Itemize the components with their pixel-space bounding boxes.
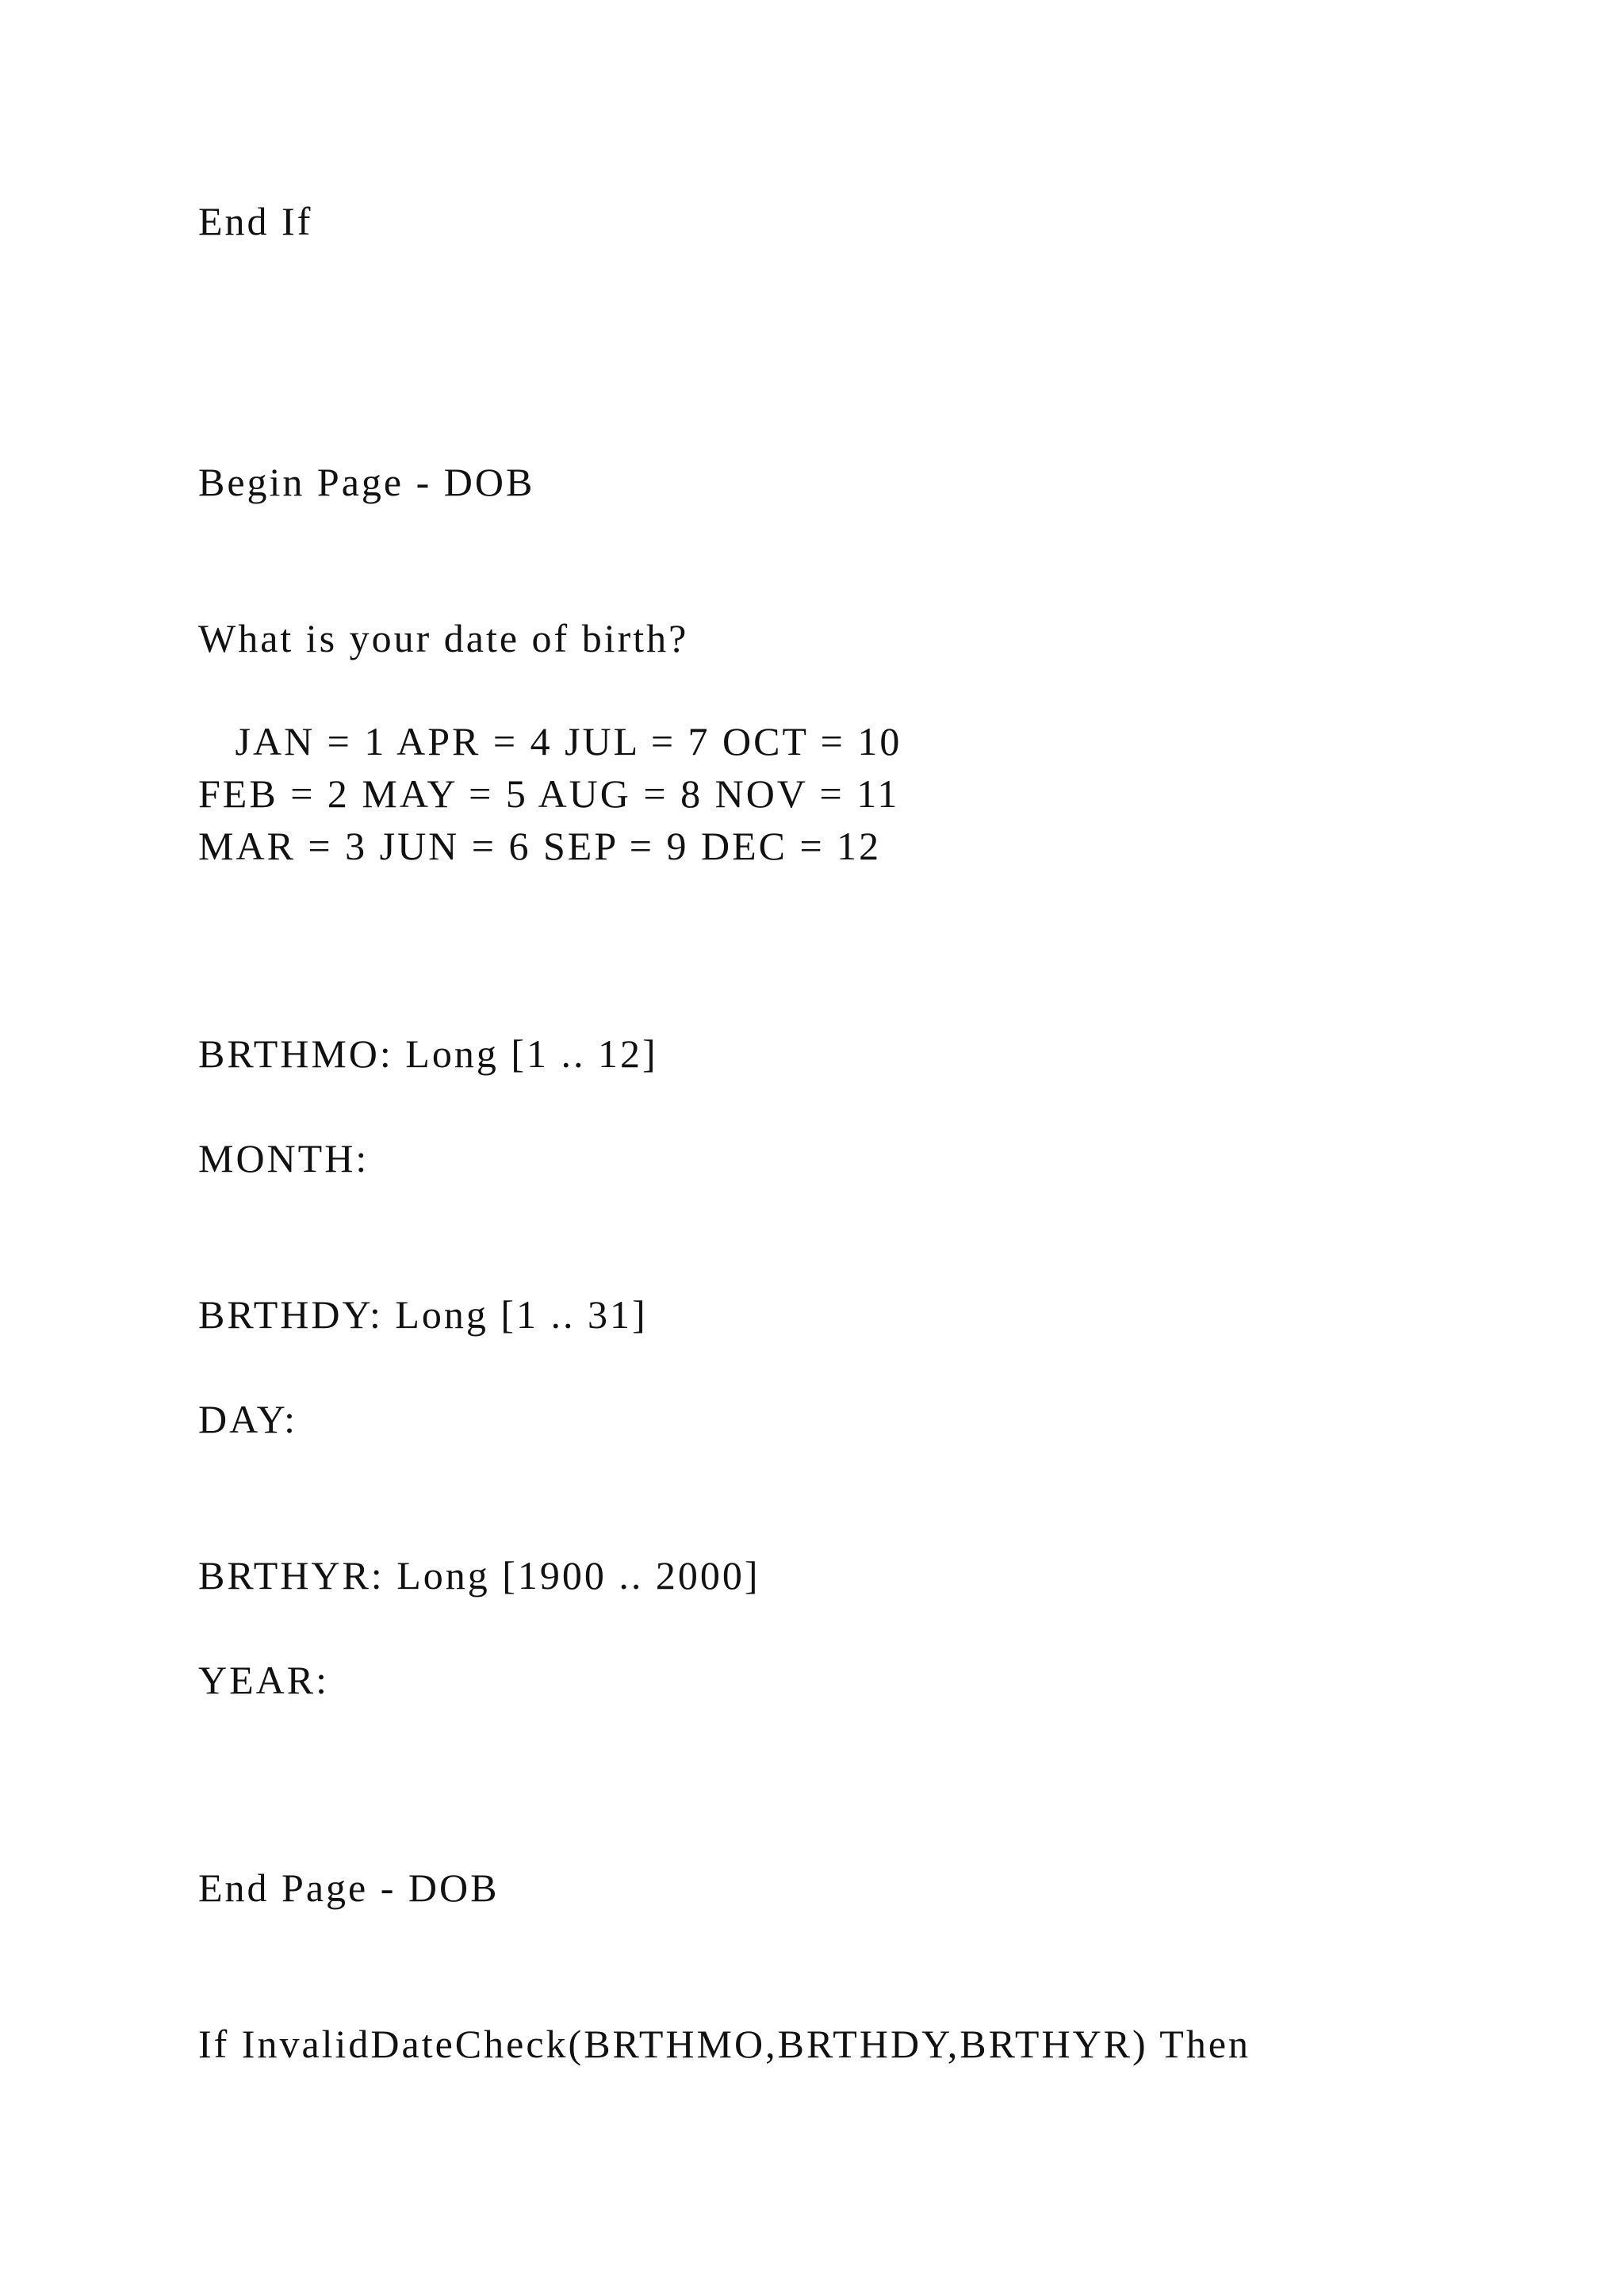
begin-page-line: Begin Page - DOB xyxy=(198,460,535,504)
brthmo-definition: BRTHMO: Long [1 .. 12] xyxy=(198,1031,658,1076)
months-row-2: FEB = 2 MAY = 5 AUG = 8 NOV = 11 xyxy=(198,771,900,816)
end-page-line: End Page - DOB xyxy=(198,1866,500,1910)
month-label: MONTH: xyxy=(198,1136,370,1181)
brthyr-definition: BRTHYR: Long [1900 .. 2000] xyxy=(198,1553,760,1598)
brthdy-definition: BRTHDY: Long [1 .. 31] xyxy=(198,1292,648,1337)
if-check-line: If InvalidDateCheck(BRTHMO,BRTHDY,BRTHYR) Then xyxy=(198,2022,1251,2066)
end-if-line: End If xyxy=(198,199,313,243)
question-line: What is your date of birth? xyxy=(198,616,689,660)
day-label: DAY: xyxy=(198,1397,298,1441)
year-label: YEAR: xyxy=(198,1658,329,1702)
months-row-3: MAR = 3 JUN = 6 SEP = 9 DEC = 12 xyxy=(198,824,882,868)
months-row-1: JAN = 1 APR = 4 JUL = 7 OCT = 10 xyxy=(198,719,902,763)
